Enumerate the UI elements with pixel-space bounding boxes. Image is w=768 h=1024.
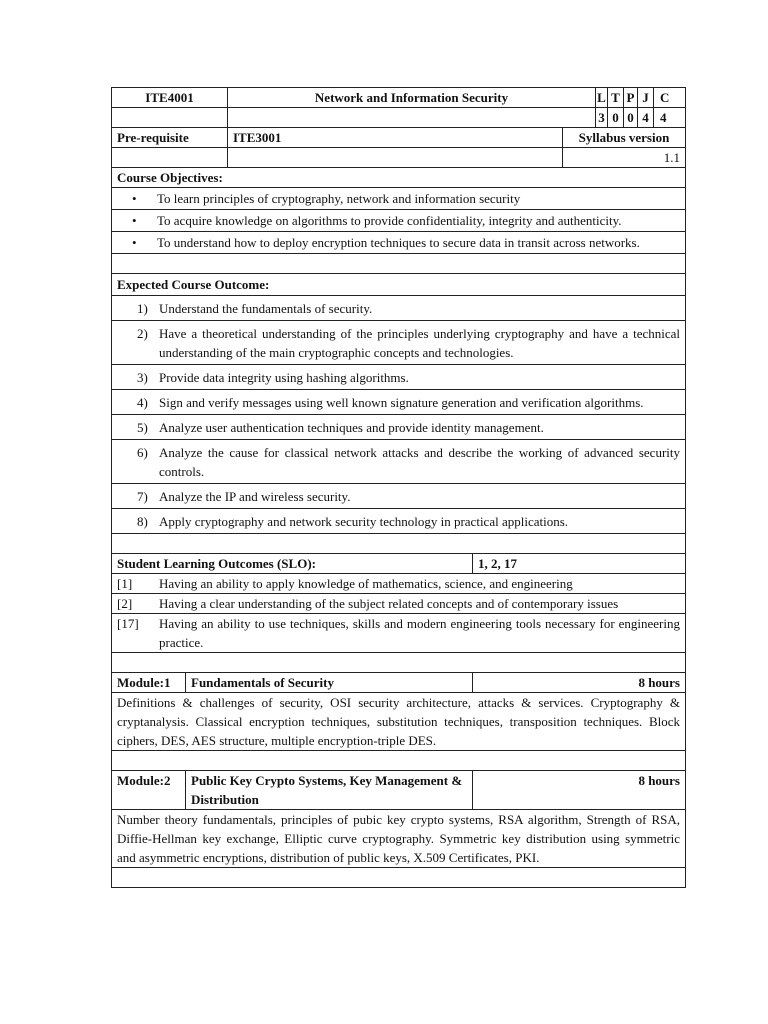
module-2-header-row xyxy=(112,771,686,810)
ltpjc-header-l: L xyxy=(596,88,608,108)
outcome-item: 5) Analyze user authentication techniques and provide identity management. xyxy=(137,420,544,435)
module-1-header-row xyxy=(112,673,686,693)
objective-row xyxy=(112,188,686,210)
prerequisite-row xyxy=(112,128,686,148)
ltpjc-value-j: 4 xyxy=(638,108,654,128)
objective-item: • To acquire knowledge on algorithms to provide confidentiality, integrity and authenticity. xyxy=(157,210,680,231)
ltpjc-value-l: 3 xyxy=(596,108,608,128)
outcome-row xyxy=(112,390,686,415)
spacer-row xyxy=(112,751,686,771)
course-header-row xyxy=(112,88,686,108)
slo-item: [2] Having a clear understanding of the subject related concepts and of contemporary issues xyxy=(117,596,619,611)
outcome-item: 3) Provide data integrity using hashing algorithms. xyxy=(137,370,409,385)
spacer-row xyxy=(112,534,686,554)
spacer-row xyxy=(112,653,686,673)
ltpjc-header-c: C xyxy=(654,88,686,108)
outcome-item: 2) Have a theoretical understanding of the principles underlying cryptography and have a technical understanding of the main cryptographic concepts and technologies. xyxy=(137,326,680,360)
spacer-row xyxy=(112,868,686,888)
outcomes-heading-row xyxy=(112,274,686,296)
objective-item: • To understand how to deploy encryption techniques to secure data in transit across networks. xyxy=(157,232,680,253)
ltpjc-value-p: 0 xyxy=(624,108,638,128)
module-2-hours: 8 hours xyxy=(473,771,686,810)
slo-item: [1] Having an ability to apply knowledge of mathematics, science, and engineering xyxy=(117,576,573,591)
ltpjc-header-j: J xyxy=(638,88,654,108)
outcome-row xyxy=(112,365,686,390)
outcome-item: 6) Analyze the cause for classical network attacks and describe the working of advanced security controls. xyxy=(137,445,680,479)
outcome-row xyxy=(112,440,686,484)
module-2-title: Public Key Crypto Systems, Key Management & Distribution xyxy=(186,771,473,810)
objective-row xyxy=(112,232,686,254)
ltpjc-value-t: 0 xyxy=(608,108,624,128)
syllabus-version-row xyxy=(112,148,686,168)
module-1-content: Definitions & challenges of security, OSI security architecture, attacks & services. Cryptography & cryptanalysis. Classical encryption techniques, substitution techniques, transposition techniques. Block ciphers, DES, AES structure, multiple encryption-triple DES. xyxy=(112,693,686,751)
objectives-heading-row xyxy=(112,168,686,188)
module-1-label: Module:1 xyxy=(112,673,186,693)
outcome-row xyxy=(112,509,686,534)
ltpjc-value-c: 4 xyxy=(654,108,686,128)
syllabus-version-label: Syllabus version xyxy=(563,128,686,148)
module-2-content: Number theory fundamentals, principles of pubic key crypto systems, RSA algorithm, Strength of RSA, Diffie-Hellman key exchange, Elliptic curve cryptography. Symmetric key distribution using symmetric and asymmetric encryptions, distribution of public keys, X.509 Certificates, PKI. xyxy=(112,810,686,868)
prerequisite-label: Pre-requisite xyxy=(112,128,228,148)
prerequisite-value: ITE3001 xyxy=(228,128,563,148)
outcome-row xyxy=(112,321,686,365)
slo-item: [17] Having an ability to use techniques, skills and modern engineering tools necessary for engineering practice. xyxy=(117,616,680,650)
outcome-item: 1) Understand the fundamentals of security. xyxy=(137,301,373,316)
objective-row xyxy=(112,210,686,232)
module-2-label: Module:2 xyxy=(112,771,186,810)
outcome-item: 4) Sign and verify messages using well known signature generation and verification algorithms. xyxy=(137,395,644,410)
slo-row xyxy=(112,574,686,594)
ltpjc-values-row xyxy=(112,108,686,128)
syllabus-version-value: 1.1 xyxy=(563,148,686,168)
outcome-row xyxy=(112,296,686,321)
module-2-content-row xyxy=(112,810,686,868)
slo-row xyxy=(112,594,686,614)
objective-item: • To learn principles of cryptography, network and information security xyxy=(157,188,680,209)
module-1-title: Fundamentals of Security xyxy=(186,673,473,693)
syllabus-table xyxy=(111,87,686,888)
syllabus-sheet xyxy=(111,87,685,888)
ltpjc-header-p: P xyxy=(624,88,638,108)
course-code: ITE4001 xyxy=(112,88,228,108)
outcome-item: 8) Apply cryptography and network security technology in practical applications. xyxy=(137,514,569,529)
slo-heading-row xyxy=(112,554,686,574)
outcome-row xyxy=(112,415,686,440)
slo-row xyxy=(112,614,686,653)
slo-heading: Student Learning Outcomes (SLO): xyxy=(112,554,473,574)
ltpjc-header-t: T xyxy=(608,88,624,108)
module-1-hours: 8 hours xyxy=(473,673,686,693)
outcome-item: 7) Analyze the IP and wireless security. xyxy=(137,489,351,504)
outcomes-heading: Expected Course Outcome: xyxy=(112,274,686,296)
objectives-heading: Course Objectives: xyxy=(112,168,686,188)
module-1-content-row xyxy=(112,693,686,751)
slo-values: 1, 2, 17 xyxy=(473,554,686,574)
course-title: Network and Information Security xyxy=(228,88,596,108)
spacer-row xyxy=(112,254,686,274)
outcome-row xyxy=(112,484,686,509)
